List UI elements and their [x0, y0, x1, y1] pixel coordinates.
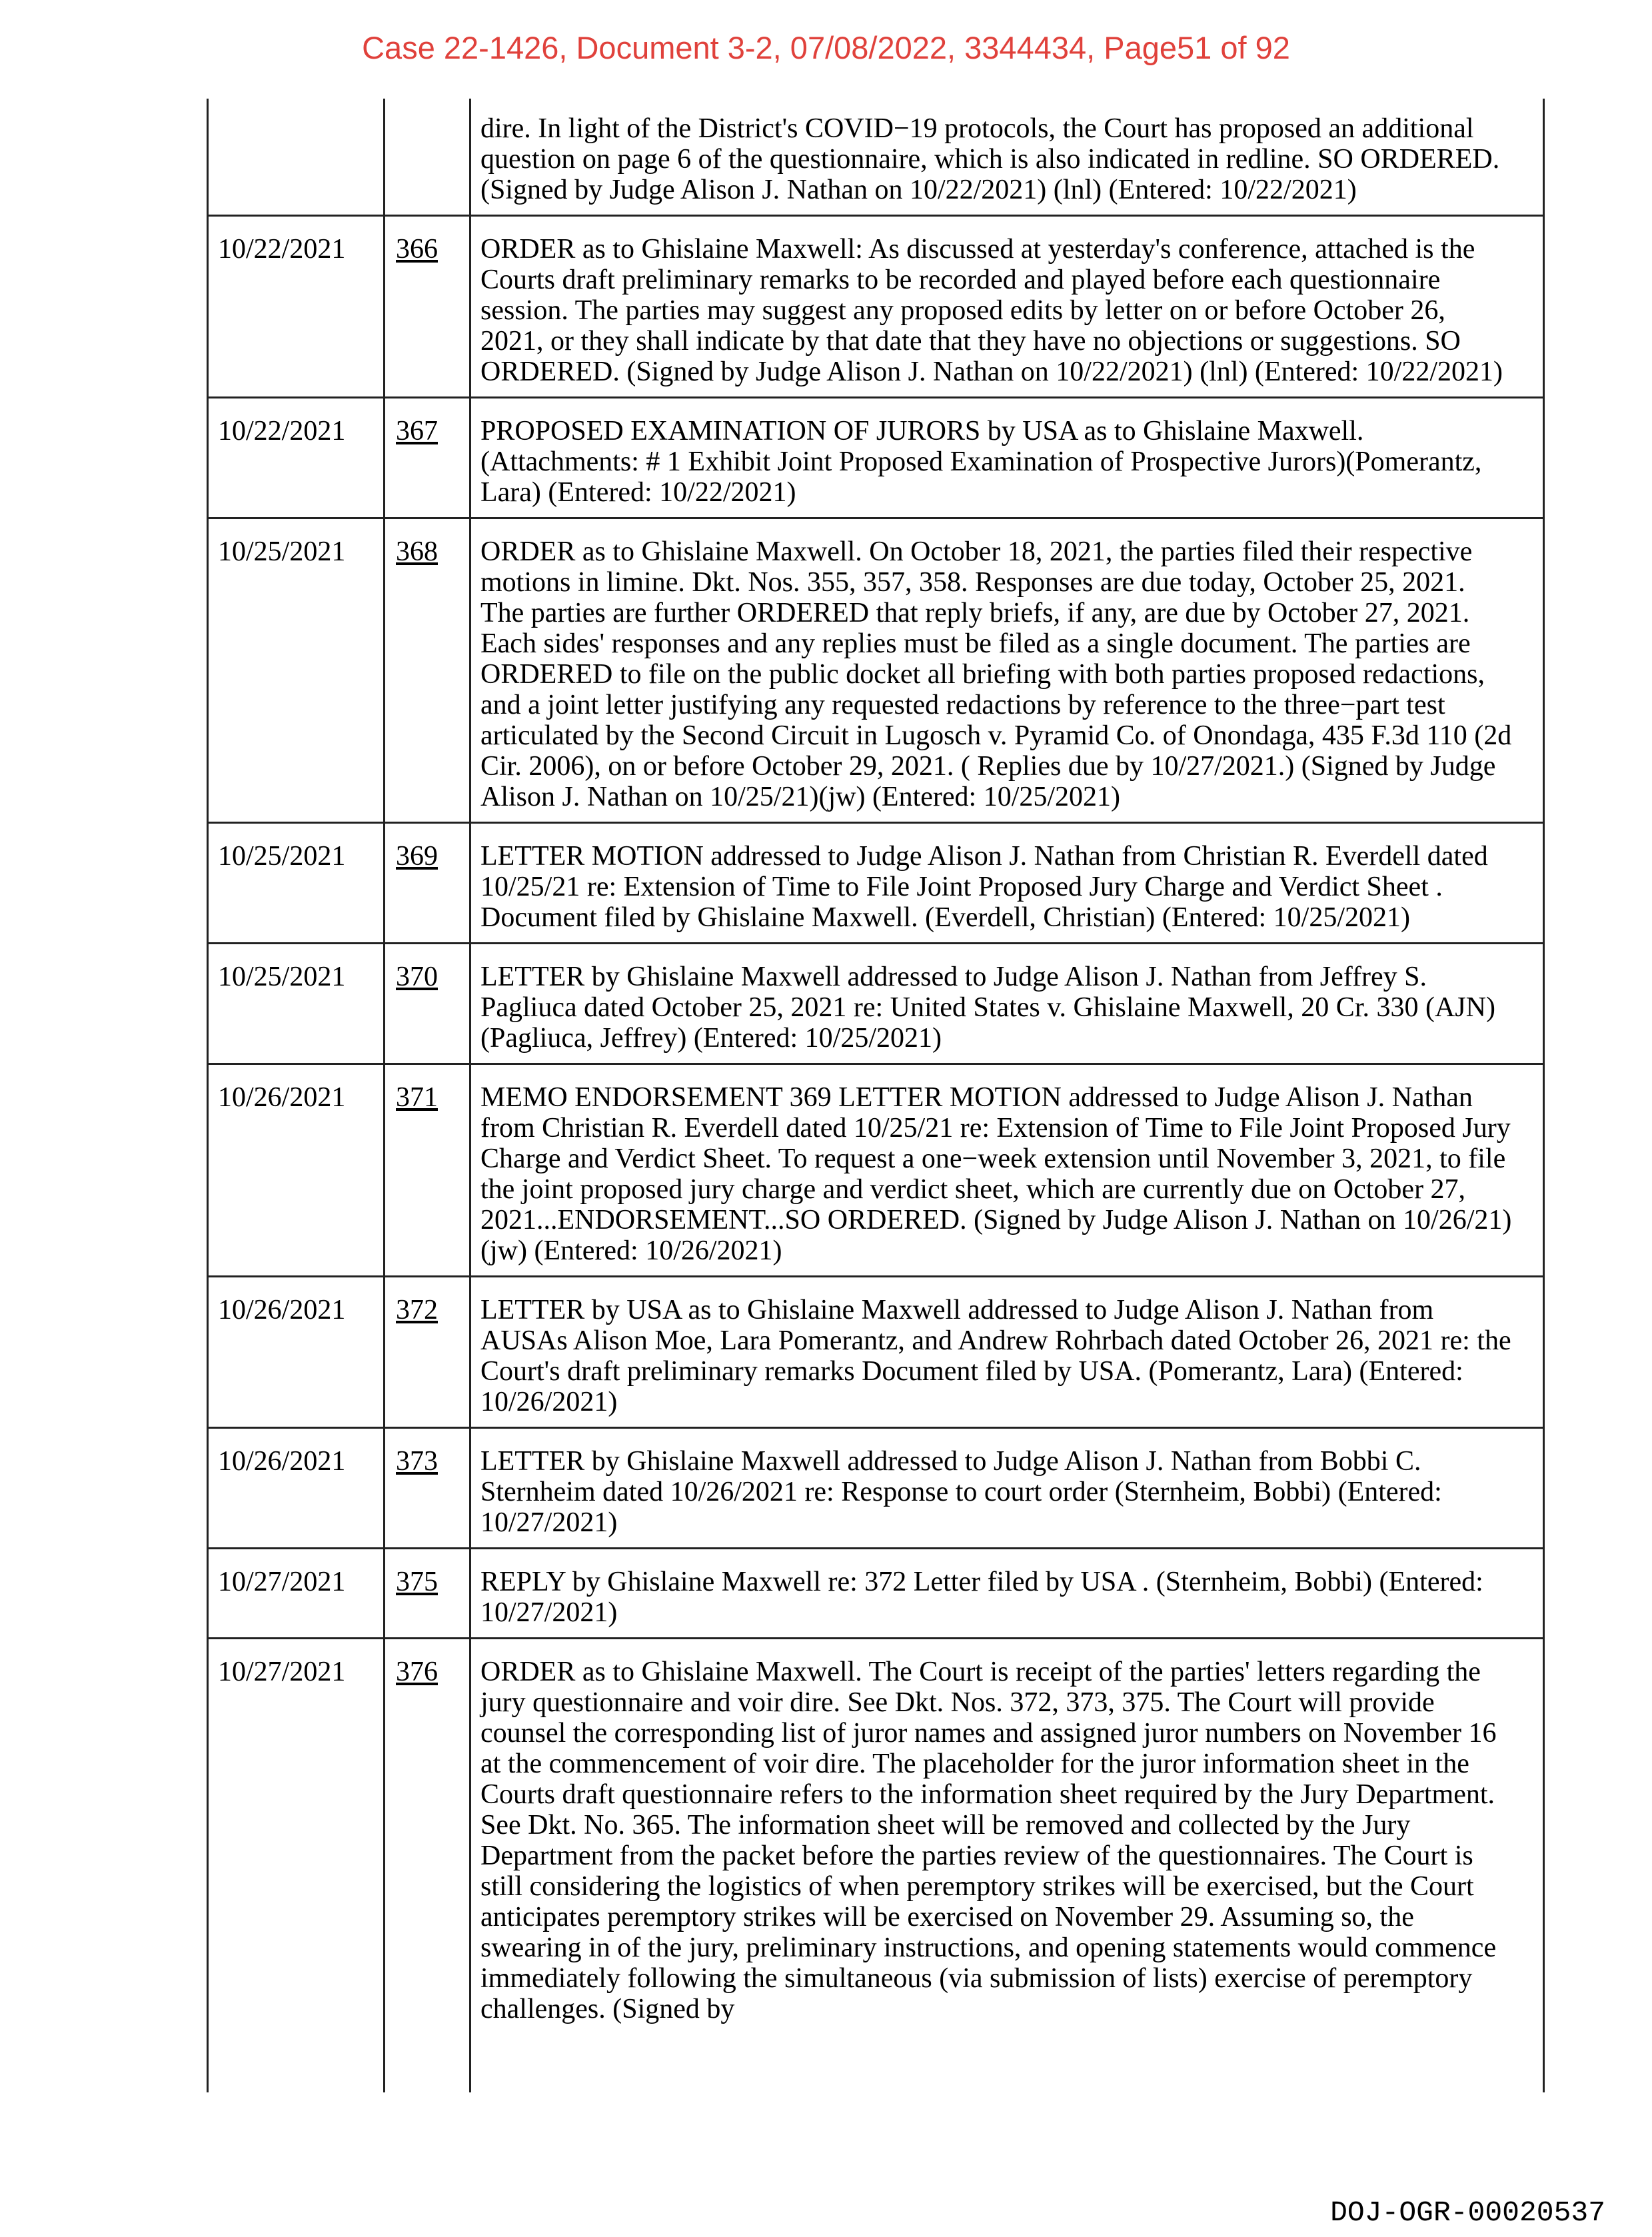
entry-text: ORDER as to Ghislaine Maxwell. On October 18, 2021, the parties filed their respective motions in limine. Dkt. Nos. 355, 357, 358. Responses are due today, October 25, 2021. The parties are further ORDERED that reply briefs, if any, are due by October 27, 2021. Each sides' responses and any replies must be filed as a single document. The parties are ORDERED to file on the public docket all briefing with both parties proposed redactions, and a joint letter justifying any requested redactions by reference to the three−part test articulated by the Second Circuit in Lugosch v. Pyramid Co. of Onondaga, 435 F.3d 110 (2d Cir. 2006), on or before October 29, 2021. ( Replies due by 10/27/2021.) (Signed by Judge Alison J. Nathan on 10/25/21)(jw) (Entered: 10/25/2021): [470, 518, 1544, 823]
entry-date: 10/27/2021: [208, 1549, 385, 1639]
table-row: [208, 398, 1544, 518]
date-cell: [208, 99, 385, 216]
entry-date: 10/22/2021: [208, 216, 385, 398]
table-row: [208, 1428, 1544, 1549]
entry-text: LETTER MOTION addressed to Judge Alison J. Nathan from Christian R. Everdell dated 10/25/21 re: Extension of Time to File Joint Proposed Jury Charge and Verdict Sheet . Document filed by Ghislaine Maxwell. (Everdell, Christian) (Entered: 10/25/2021): [470, 823, 1544, 944]
entry-text: REPLY by Ghislaine Maxwell re: 372 Letter filed by USA . (Sternheim, Bobbi) (Entered: 10/27/2021): [470, 1549, 1544, 1639]
table-row: [208, 944, 1544, 1064]
entry-date: 10/26/2021: [208, 1428, 385, 1549]
bates-number: DOJ-OGR-00020537: [1330, 2196, 1605, 2229]
table-row: [208, 1277, 1544, 1428]
entry-text: MEMO ENDORSEMENT 369 LETTER MOTION addressed to Judge Alison J. Nathan from Christian R. Everdell dated 10/25/21 re: Extension of Time to File Joint Proposed Jury Charge and Verdict Sheet. To request a one−week extension until November 3, 2021, to file the joint proposed jury charge and verdict sheet, which are currently due on October 27, 2021...ENDORSEMENT...SO ORDERED. (Signed by Judge Alison J. Nathan on 10/26/21) (jw) (Entered: 10/26/2021): [470, 1064, 1544, 1277]
entry-date: 10/25/2021: [208, 944, 385, 1064]
entry-text-cell: dire. In light of the District's COVID−19 protocols, the Court has proposed an additional question on page 6 of the questionnaire, which is also indicated in redline. SO ORDERED. (Signed by Judge Alison J. Nathan on 10/22/2021) (lnl) (Entered: 10/22/2021): [470, 99, 1544, 216]
entry-number-link[interactable]: 376: [396, 1657, 438, 1687]
entry-text: ORDER as to Ghislaine Maxwell. The Court is receipt of the parties' letters regarding the jury questionnaire and voir dire. See Dkt. Nos. 372, 373, 375. The Court will provide counsel the corresponding list of juror names and assigned juror numbers on November 16 at the commencement of voir dire. The placeholder for the juror information sheet in the Courts draft questionnaire refers to the information sheet required by the Jury Department. See Dkt. No. 365. The information sheet will be removed and collected by the Jury Department from the packet before the parties review of the questionnaires. The Court is still considering the logistics of when peremptory strikes will be exercised, but the Court anticipates peremptory strikes will be exercised on November 29. Assuming so, the swearing in of the jury, preliminary instructions, and opening statements would commence immediately following the simultaneous (via submission of lists) exercise of peremptory challenges. (Signed by: [470, 1639, 1544, 2093]
entry-date: 10/27/2021: [208, 1639, 385, 2093]
table-row: [208, 518, 1544, 823]
entry-number-link[interactable]: 371: [396, 1082, 438, 1113]
entry-number-link[interactable]: 366: [396, 234, 438, 265]
entry-date: 10/25/2021: [208, 823, 385, 944]
case-header: Case 22-1426, Document 3-2, 07/08/2022, 3344434, Page51 of 92: [362, 30, 1290, 65]
entry-number-link[interactable]: 369: [396, 841, 438, 872]
entry-number-link[interactable]: 368: [396, 536, 438, 567]
table-row: [208, 1549, 1544, 1639]
entry-number-link[interactable]: 370: [396, 962, 438, 992]
entry-number-link[interactable]: 375: [396, 1567, 438, 1597]
entry-text: LETTER by Ghislaine Maxwell addressed to Judge Alison J. Nathan from Bobbi C. Sternheim dated 10/26/2021 re: Response to court order (Sternheim, Bobbi) (Entered: 10/27/2021): [470, 1428, 1544, 1549]
entry-text: ORDER as to Ghislaine Maxwell: As discussed at yesterday's conference, attached is the Courts draft preliminary remarks to be recorded and played before each questionnaire session. The parties may suggest any proposed edits by letter on or before October 26, 2021, or they shall indicate by that date that they have no objections or suggestions. SO ORDERED. (Signed by Judge Alison J. Nathan on 10/22/2021) (lnl) (Entered: 10/22/2021): [470, 216, 1544, 398]
entry-text: LETTER by USA as to Ghislaine Maxwell addressed to Judge Alison J. Nathan from AUSAs Alison Moe, Lara Pomerantz, and Andrew Rohrbach dated October 26, 2021 re: the Court's draft preliminary remarks Document filed by USA. (Pomerantz, Lara) (Entered: 10/26/2021): [470, 1277, 1544, 1428]
entry-number-link[interactable]: 373: [396, 1446, 438, 1477]
entry-date: 10/26/2021: [208, 1277, 385, 1428]
table-row-continued: [208, 99, 1544, 216]
entry-date: 10/26/2021: [208, 1064, 385, 1277]
number-cell: [385, 99, 470, 216]
entry-number-link[interactable]: 367: [396, 416, 438, 446]
entry-text: LETTER by Ghislaine Maxwell addressed to Judge Alison J. Nathan from Jeffrey S. Pagliuca dated October 25, 2021 re: United States v. Ghislaine Maxwell, 20 Cr. 330 (AJN) (Pagliuca, Jeffrey) (Entered: 10/25/2021): [470, 944, 1544, 1064]
table-row: [208, 1639, 1544, 2093]
docket-table: [207, 99, 1545, 2092]
entry-date: 10/25/2021: [208, 518, 385, 823]
table-row: [208, 823, 1544, 944]
entry-date: 10/22/2021: [208, 398, 385, 518]
table-row: [208, 216, 1544, 398]
entry-number-link[interactable]: 372: [396, 1295, 438, 1325]
entry-text: PROPOSED EXAMINATION OF JURORS by USA as to Ghislaine Maxwell. (Attachments: # 1 Exhibit Joint Proposed Examination of Prospective Jurors)(Pomerantz, Lara) (Entered: 10/22/2021): [470, 398, 1544, 518]
table-row: [208, 1064, 1544, 1277]
